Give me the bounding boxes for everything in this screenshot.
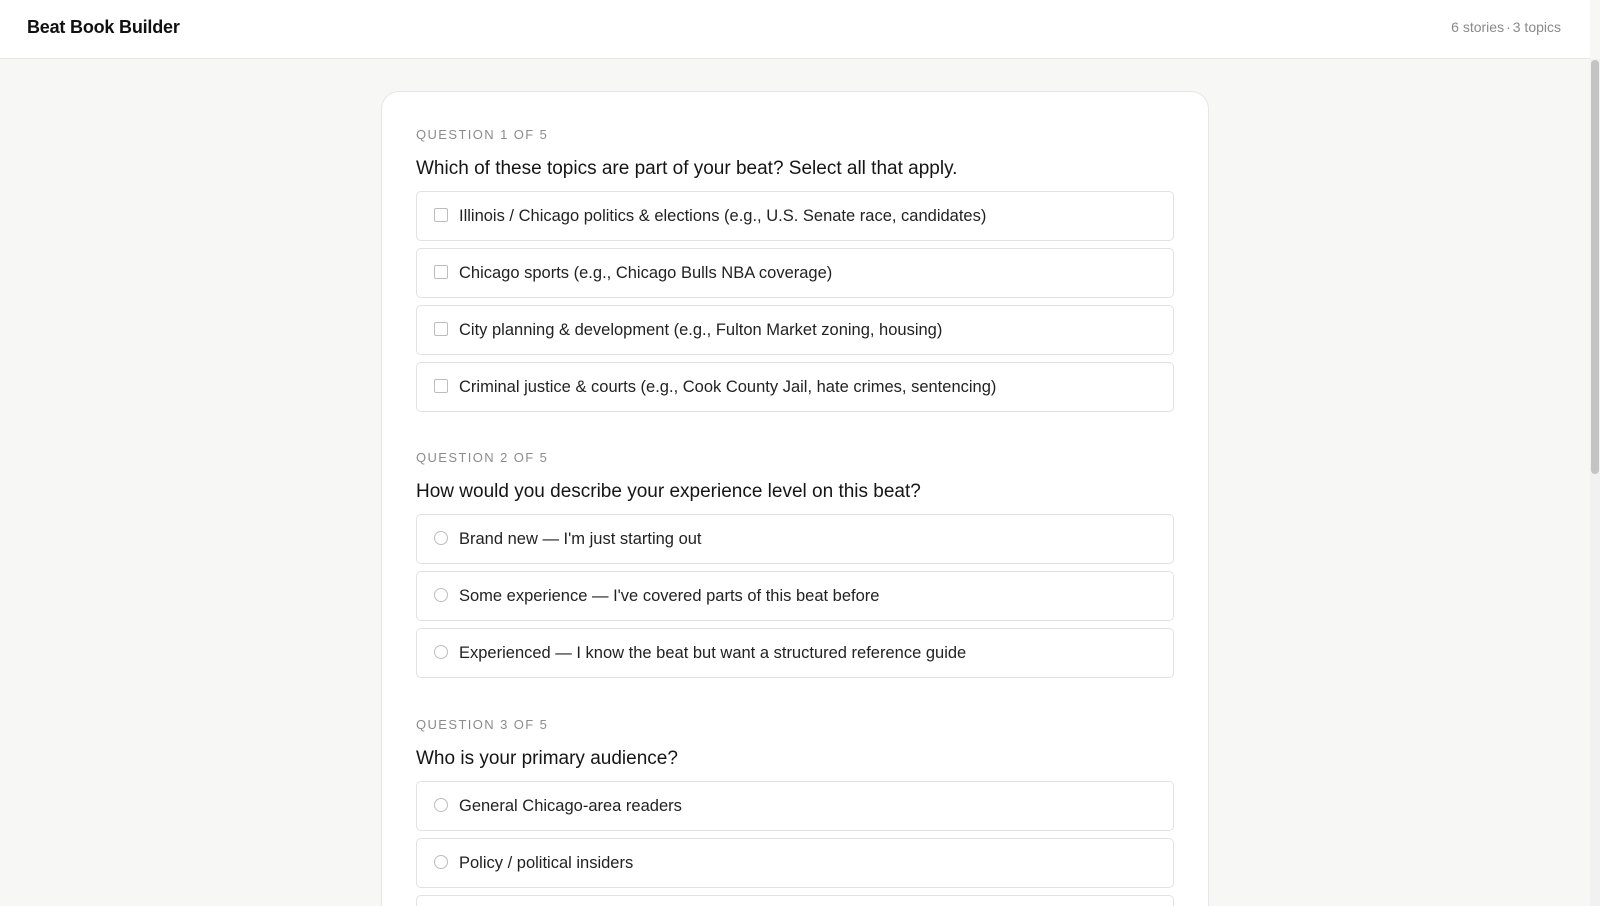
option-experienced[interactable] xyxy=(416,628,1174,678)
stories-count: 6 stories xyxy=(1451,19,1505,35)
option-general-readers[interactable] xyxy=(416,781,1174,831)
option-some-experience[interactable] xyxy=(416,571,1174,621)
checkbox[interactable] xyxy=(434,322,448,336)
checkbox[interactable] xyxy=(434,379,448,393)
question-3 xyxy=(416,716,1174,906)
question-number: QUESTION 2 OF 5 xyxy=(416,450,549,465)
option-label: Brand new — I'm just starting out xyxy=(459,529,702,548)
option-sports[interactable] xyxy=(416,248,1174,298)
option-city-planning[interactable] xyxy=(416,305,1174,355)
app-title: Beat Book Builder xyxy=(27,17,180,37)
option-label: Experienced — I know the beat but want a structured reference guide xyxy=(459,643,967,662)
topics-count: 3 topics xyxy=(1512,19,1561,35)
question-number: QUESTION 1 OF 5 xyxy=(416,127,549,142)
checkbox[interactable] xyxy=(434,208,448,222)
option-label: Chicago sports (e.g., Chicago Bulls NBA coverage) xyxy=(459,263,833,282)
question-1 xyxy=(416,126,1174,419)
option-brand-new[interactable] xyxy=(416,514,1174,564)
option-label: Criminal justice & courts (e.g., Cook County Jail, hate crimes, sentencing) xyxy=(459,377,997,396)
option-label: Policy / political insiders xyxy=(459,853,634,872)
option-label: Illinois / Chicago politics & elections (e.g., U.S. Senate race, candidates) xyxy=(459,206,987,225)
scrollbar-thumb[interactable] xyxy=(1591,60,1599,474)
options-list xyxy=(416,191,1174,412)
stats-separator: · xyxy=(1506,19,1511,35)
radio-button[interactable] xyxy=(434,588,448,602)
question-2 xyxy=(416,449,1174,685)
question-text: How would you describe your experience level on this beat? xyxy=(416,481,921,502)
radio-button[interactable] xyxy=(434,531,448,545)
radio-button[interactable] xyxy=(434,798,448,812)
question-text: Which of these topics are part of your beat? Select all that apply. xyxy=(416,158,958,179)
radio-button[interactable] xyxy=(434,645,448,659)
checkbox[interactable] xyxy=(434,265,448,279)
questionnaire-card xyxy=(381,91,1209,906)
options-list xyxy=(416,781,1174,906)
stats-summary xyxy=(1451,19,1561,35)
question-number: QUESTION 3 OF 5 xyxy=(416,717,549,732)
option-label: Some experience — I've covered parts of this beat before xyxy=(459,586,880,605)
question-text: Who is your primary audience? xyxy=(416,748,678,769)
option-label: General Chicago-area readers xyxy=(459,796,682,815)
option-policy-insiders[interactable] xyxy=(416,838,1174,888)
option-politics[interactable] xyxy=(416,191,1174,241)
options-list xyxy=(416,514,1174,678)
radio-button[interactable] xyxy=(434,855,448,869)
top-bar xyxy=(0,0,1590,59)
option-label: City planning & development (e.g., Fulton Market zoning, housing) xyxy=(459,320,943,339)
option-criminal-justice[interactable] xyxy=(416,362,1174,412)
option-partially-visible[interactable] xyxy=(416,895,1174,906)
